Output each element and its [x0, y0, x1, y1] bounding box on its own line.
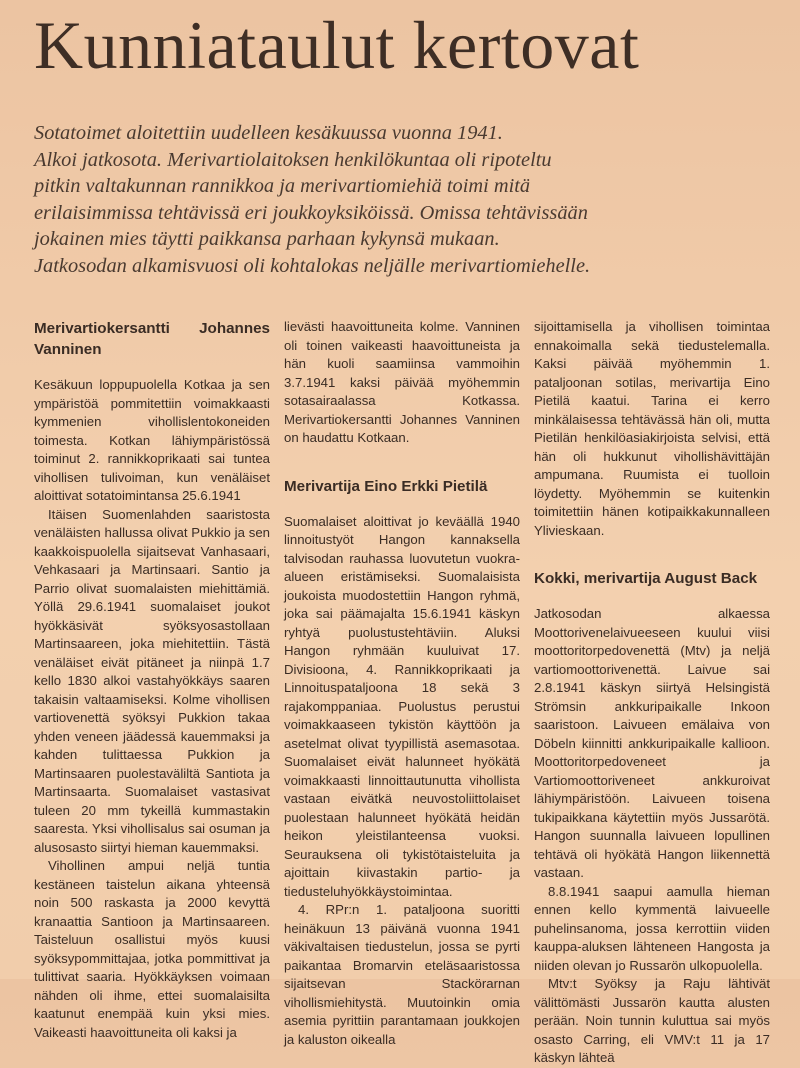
- lead-line: Sotatoimet aloitettiin uudelleen kesäkuussa vuonna 1941.: [34, 122, 503, 144]
- lead-line: Jatkosodan alkamisvuosi oli kohtalokas neljälle merivartiomiehelle.: [34, 254, 591, 277]
- article-title: Kunniataulut kertovat: [34, 7, 640, 83]
- lead-line: Alkoi jatkosota. Merivartiolaitoksen henkilökuntaa oli ripoteltu: [34, 148, 552, 171]
- paragraph: 4. RPr:n 1. pataljoona suoritti heinäkuun 13 päivänä vuonna 1941 väkivaltaisen tiedustelun, jossa se pyrti paikantaa Bromarvin eteläsaaristossa sijaitsevan Stackörarnan vihollismiehitystä. Muutoinkin omia asemia pyrittiin parantamaan joukkojen ja kaluston oikealla: [284, 902, 520, 1047]
- paragraph: Jatkosodan alkaessa Moottorivenelaivueeseen kuului viisi moottoritorpedovenettä (Mtv) ja neljä vartiomoottorivenettä. Laivue sai 2.8.1941 käskyn siirtyä Helsingistä Strömsin ankkuripaikalle Inkoon saaristoon. Laivueen emälaiva von Döbeln kiinnitti ankkuripaikalle kallioon. Moottoritorpedoveneet ja Vartiomoottoriveneet ankkuroivat lähiympäristöön. Laivueen toisena tukipaikkana käytettiin myös Jussarötä. Hangon suunnalla laivueen lopullinen tehtävä oli hyökätä Hangon liikennettä vastaan.: [534, 606, 770, 880]
- paragraph: lievästi haavoittuneita kolme. Vanninen oli toinen vaikeasti haavoittuneista ja hän kuoli saamiinsa vammoihin 3.7.1941 kaksi päivää myöhemmin sotasairaalassa Kotkassa. Merivartiokersantti Johannes Vanninen on haudattu Kotkaan.: [284, 319, 520, 445]
- lead-line: pitkin valtakunnan rannikkoa ja merivartiomiehiä toimi mitä: [34, 175, 531, 198]
- section-heading-vanninen: Merivartiokersantti Johannes Vanninen: [34, 320, 270, 358]
- section-heading-back: Kokki, merivartija August Back: [534, 570, 758, 587]
- lead-paragraph: [34, 120, 779, 280]
- paragraph: Vihollinen ampui neljä tuntia kestäneen taistelun aikana yhteensä noin 500 raskasta ja 2000 kevyttä kranaattia Santioon ja Martinsaareen. Taisteluun osallistui myös kuusi syöksypommittajaa, jotka pommittivat ja tulittivat saaria. Hyökkäyksen voimaan nähden oli ihme, ettei suomalaisilta kaatunut enempää kuin yksi mies. Vaikeasti haavoittuneita oli kaksi ja: [34, 858, 270, 1040]
- paragraph: Suomalaiset aloittivat jo keväällä 1940 linnoitustyöt Hangon kannaksella talvisodan rauhassa luovutetun vuokra-alueen eristämiseksi. Suomalaisista joukoista muodostettiin Hangon ryhmä, joka sai päämajalta 15.6.1941 käskyn ryhtyä puolustustehtäviin. Aluksi Hangon ryhmään kuuluivat 17. Divisioona, 4. Rannikkoprikaati ja Linnoituspataljoona 18 sekä 3 rajakomppaniaa. Puolustus perustui voimakkaaseen tykistön käyttöön ja asetelmat olivat tyypillistä asemasotaa. Suomalaiset eivät halunneet hyökätä voimakkaasti linnoittautunutta vihollista vastaan eivätkä neuvostoliittolaiset puolestaan halunneet hyökätä heidän heikon yleistilanteensa vuoksi. Seurauksena oli tykistötaisteluita ja ajoittain kiivastakin partio- ja tiedusteluhyökkäystoimintaa.: [284, 513, 520, 899]
- paragraph: Itäisen Suomenlahden saaristosta venäläisten hallussa olivat Pukkio ja sen kaakkoispuolella sijaitsevat Vanhasaari, Vehkasaari ja Martinsaari. Santio ja Parrio olivat suomalaisten miehittämiä. Yöllä 29.6.1941 suomalaiset joukot hyökkäsivät syöksyosastollaan Martinsaareen, joka miehitettiin. Tästä venäläiset eivät pitäneet ja niinpä 1.7 kello 1830 alkoi vastahyökkäys saaren takaisin valtaamiseksi. Kolme vihollisen vartiovenettä syöksyi Pukkion takaa yhden veneen jäädessä kauemmaksi ja kahden tulittaessa Pukkion ja Martinsaaren puolestaväliltä Santiota ja Martinsaarta. Suomalaiset vastasivat tuleen 20 mm tykeillä kummastakin saaresta. Yksi vihollisalus sai osuman ja alusosasto siirtyi hieman kauemmaksi.: [34, 506, 270, 855]
- column-1: [34, 318, 270, 1042]
- lead-line: erilaisimmissa tehtävissä eri joukkoyksiköissä. Omissa tehtävissään: [34, 201, 588, 224]
- section-heading-pietila: Merivartija Eino Erkki Pietilä: [284, 477, 488, 495]
- lead-line: jokainen mies täytti paikkansa parhaan kykynsä mukaan.: [34, 228, 500, 251]
- column-2: [284, 318, 520, 1049]
- paragraph: 8.8.1941 saapui aamulla hieman ennen kello kymmentä laivueelle puhelinsanoma, jossa kerrottiin viiden kauppa-aluksen lähteneen Hangosta ja niiden olevan jo Russarön ulkopuolella.: [534, 883, 770, 973]
- paragraph: Mtv:t Syöksy ja Raju lähtivät välittömästi Jussarön kautta alusten perään. Noin tunnin kuluttua sai myös osasto Carring, eli VMV:t 11 ja 17 käskyn lähteä: [534, 976, 770, 1065]
- paragraph: sijoittamisella ja vihollisen toimintaa ennakoimalla sekä tiedustelemalla. Kaksi päivää myöhemmin 1. pataljoonan sotilas, merivartija Eino Pietilä kaatui. Tarina ei kerro minkälaisessa tehtävässä hän oli, mutta Pietilän henkilöasiakirjoista selvisi, että hän oli hukkunut vihollishävittäjän ampumana. Ruumista ei tuolloin löydetty. Myöhemmin se kuitenkin toimitettiin hänen kotipaikkakunnalleen Ylivieskaan.: [534, 319, 770, 538]
- paragraph: Kesäkuun loppupuolella Kotkaa ja sen ympäristöä pommitettiin voimakkaasti kymmenien vihollislentokoneiden toimesta. Kotkan lähiympäristössä toiminut 2. rannikkoprikaati sai tuntea vihollisen tulivoiman, kun venäläiset aloittivat sotatoimintansa 25.6.1941: [34, 377, 270, 503]
- column-3: [534, 318, 770, 1068]
